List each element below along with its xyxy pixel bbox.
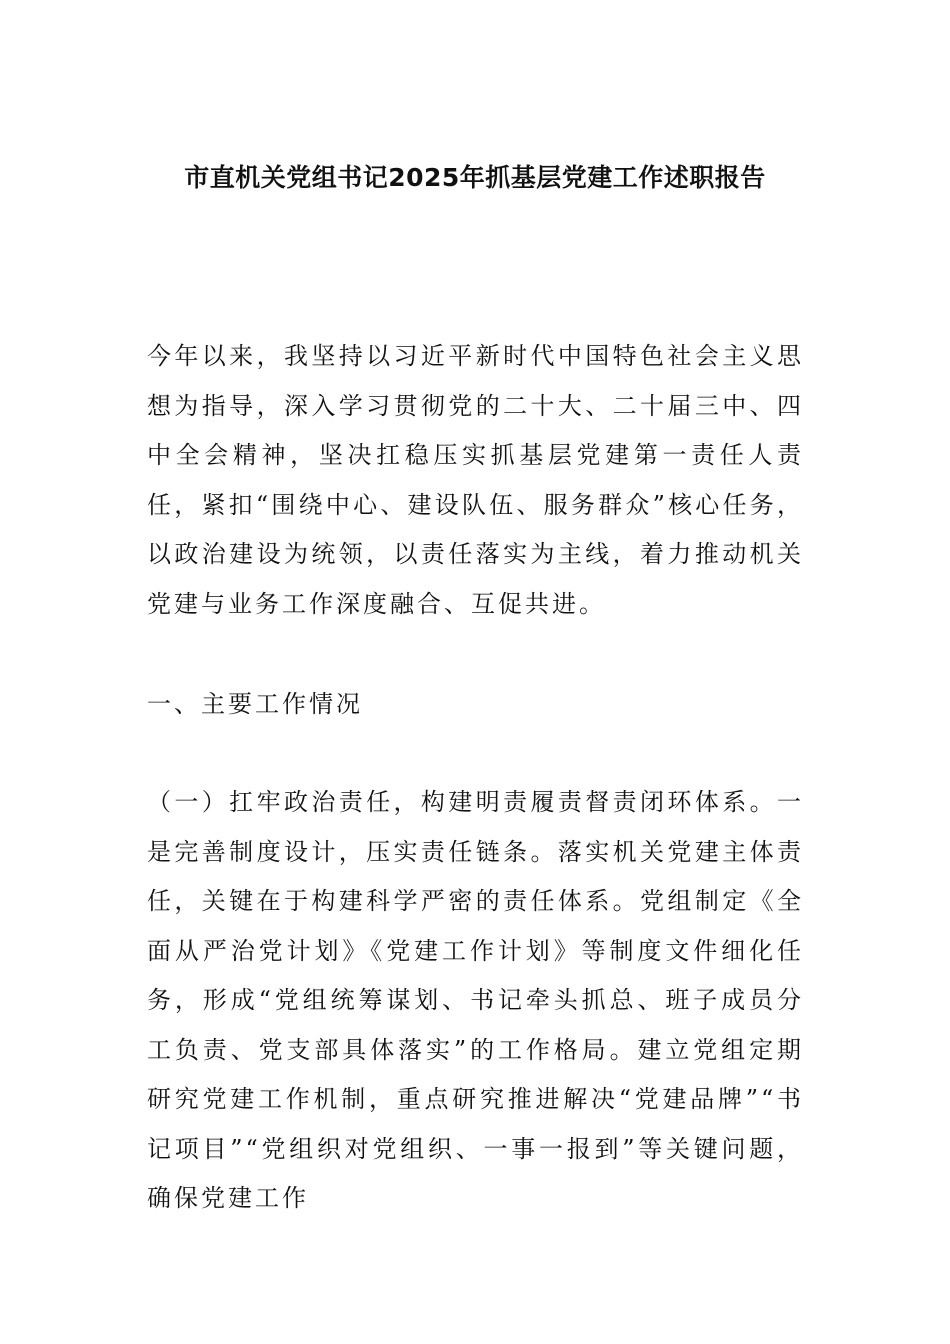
section-paragraph: （一）扛牢政治责任，构建明责履责督责闭环体系。一是完善制度设计，压实责任链条。落实机关党建主体责任，关键在于构建科学严密的责任体系。党组制定《全面从严治党计划》《党建工作计划》等制度文件细化任务，形成“党组统筹谋划、书记牵头抓总、班子成员分工负责、党支部具体落实”的工作格局。建立党组定期研究党建工作机制，重点研究推进解决“党建品牌”“书记项目”“党组织对党组织、一事一报到”等关键问题，确保党建工作 (147, 788, 804, 1212)
section-heading: 一、主要工作情况 (147, 690, 363, 718)
document-title: 市直机关党组书记2025年抓基层党建工作述职报告 (184, 163, 766, 192)
intro-paragraph: 今年以来，我坚持以习近平新时代中国特色社会主义思想为指导，深入学习贯彻党的二十大、二十届三中、四中全会精神，坚决扛稳压实抓基层党建第一责任人责任，紧扣“围绕中心、建设队伍、服务群众”核心任务，以政治建设为统领，以责任落实为主线，着力推动机关党建与业务工作深度融合、互促共进。 (147, 342, 804, 618)
